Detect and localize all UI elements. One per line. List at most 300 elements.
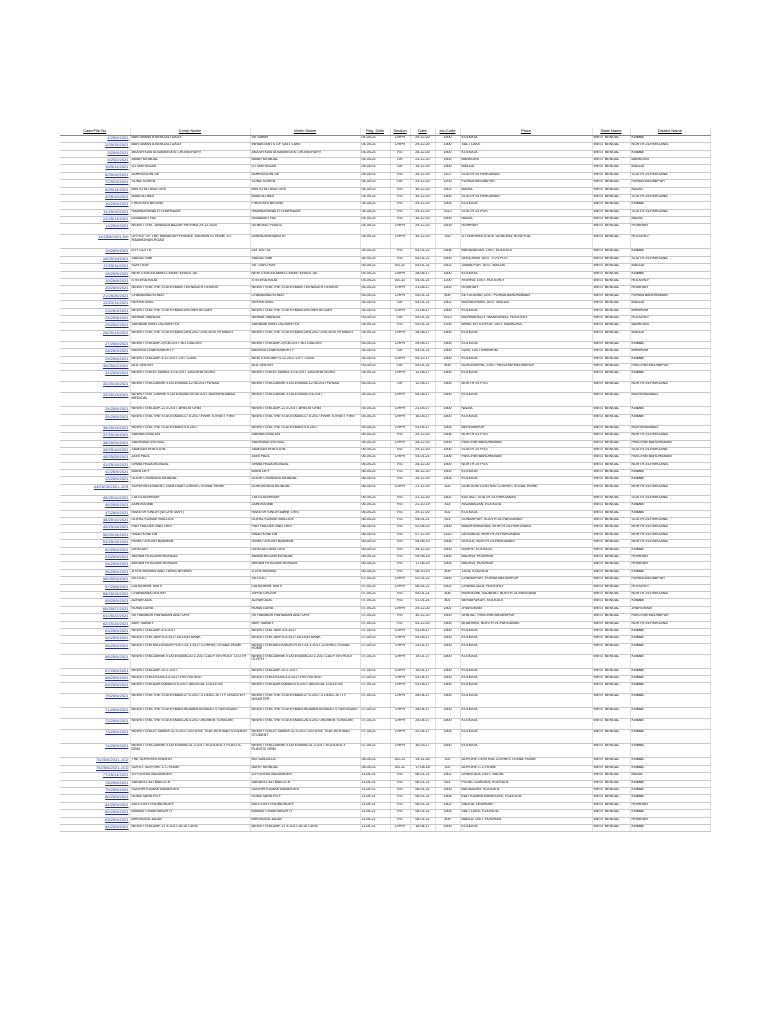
- reg-date-cell: 07-05-21: [360, 584, 390, 591]
- case-file-no-cell[interactable]: 5/25/11/2021: [60, 165, 130, 172]
- inc-code-cell: 1502: [435, 606, 460, 613]
- case-file-no-cell[interactable]: 70/25/5/2021: [60, 694, 130, 708]
- victim-name-cell: DURGAPADA MONDAL: [250, 484, 360, 495]
- reg-date-cell: 06-05-21: [360, 510, 390, 517]
- section-cell: CHPR: [390, 224, 410, 235]
- state-name-cell: WEST BENGAL: [592, 264, 630, 271]
- reg-date-cell: 06-05-21: [360, 532, 390, 539]
- section-cell: RG: [390, 621, 410, 628]
- section-cell: RG: [390, 477, 410, 484]
- date-cell: 25-04-17: [410, 719, 435, 730]
- inc-code-cell: 502: [435, 510, 460, 517]
- date-cell: 30-03-17: [410, 744, 435, 758]
- table-row: [60, 484, 710, 495]
- section-cell: RG: [390, 817, 410, 824]
- comp-name-cell: NEW ITEM-EKAMAY-CHAKE KHULE DE: [130, 271, 250, 278]
- place-cell: KOLKATA: [460, 477, 592, 484]
- table-row: [60, 308, 710, 315]
- district-name-cell: NORTH 24-PARGANA: [630, 532, 710, 539]
- state-name-cell: WEST BENGAL: [592, 668, 630, 675]
- date-cell: 05-06-19: [410, 540, 435, 547]
- reg-date-cell: 05-05-21: [360, 356, 390, 363]
- case-file-no-cell[interactable]: 32/25/15/2021: [60, 382, 130, 393]
- case-file-no-cell[interactable]: 75/25/5/2021-JCD: [60, 758, 130, 765]
- district-name-cell: NORTH 24-PARGANA: [630, 484, 710, 495]
- section-cell: RG: [390, 194, 410, 201]
- case-file-no-cell[interactable]: 48/25/10/2021: [60, 518, 130, 525]
- date-cell: 04-01-21: [410, 256, 435, 263]
- reg-date-cell: 08-05-21: [360, 765, 390, 772]
- case-file-no-cell[interactable]: 80/25/5/2021: [60, 795, 130, 802]
- case-file-no-cell[interactable]: 11/25/10/2021: [60, 209, 130, 216]
- section-cell: CHPR: [390, 694, 410, 708]
- case-file-no-cell[interactable]: 37/25/15/2021: [60, 433, 130, 440]
- comp-name-cell: NEWS ITEM-DAINIK STATESMAN-12.06.2017PA BAD: [130, 382, 250, 393]
- case-file-no-cell[interactable]: 45/25/10/2021: [60, 495, 130, 502]
- state-name-cell: WEST BENGAL: [592, 547, 630, 554]
- district-name-cell: Kolkata: [630, 407, 710, 414]
- state-name-cell: WEST BENGAL: [592, 143, 630, 150]
- section-cell: CHPR: [390, 654, 410, 668]
- case-file-no-cell[interactable]: 21/25/26/2021: [60, 293, 130, 300]
- table-row: [60, 599, 710, 606]
- state-name-cell: WEST BENGAL: [592, 425, 630, 432]
- reg-date-cell: 11-05-21: [360, 780, 390, 787]
- place-cell: JAMALPUR, DIST. MALDA: [460, 264, 592, 271]
- district-name-cell: HOOGHLY: [630, 316, 710, 323]
- table-row: [60, 773, 710, 780]
- place-cell: CHANDIPUR, PURBA MEDINIPUR: [460, 577, 592, 584]
- section-cell: RG: [390, 202, 410, 209]
- section-cell: AS-13: [390, 758, 410, 765]
- table-row: [60, 810, 710, 817]
- victim-name-cell: MANAS CHAKRABORTY: [250, 810, 360, 817]
- case-file-no-cell[interactable]: 34/25/5/2021: [60, 407, 130, 414]
- place-cell: KOLKATA: [460, 719, 592, 730]
- district-name-cell: Kolkata: [630, 643, 710, 654]
- comp-name-cell: BARTAMAN A BENGALI DAILY: [130, 135, 250, 142]
- state-name-cell: WEST BENGAL: [592, 172, 630, 179]
- case-file-no-cell[interactable]: 60/25/27/2021: [60, 606, 130, 613]
- case-file-no-cell[interactable]: 84/25/5/2021: [60, 824, 130, 831]
- inc-code-cell: 1502: [435, 264, 460, 271]
- case-file-no-cell[interactable]: 76/25/5/2021-JCD: [60, 765, 130, 772]
- case-file-no-cell[interactable]: 27/25/5/2021: [60, 341, 130, 348]
- section-cell: CHPR: [390, 356, 410, 363]
- table-row: [60, 628, 710, 635]
- case-file-no-cell[interactable]: 49/25/15/2021: [60, 525, 130, 532]
- case-file-no-cell[interactable]: 18/25/5/2021: [60, 271, 130, 278]
- district-name-cell: HOWRAH: [630, 554, 710, 561]
- inc-code-cell: 1500: [435, 308, 460, 315]
- date-cell: 21-05-17: [410, 407, 435, 414]
- reg-date-cell: 04-05-21: [360, 135, 390, 142]
- date-cell: 28-12-20: [410, 172, 435, 179]
- district-name-cell: SOUTH 24-PARGANA: [630, 194, 710, 201]
- case-file-no-cell[interactable]: 67/25/5/2021: [60, 668, 130, 675]
- place-cell: KOLKATA: [460, 694, 592, 708]
- case-file-no-cell[interactable]: 73/25/5/2021: [60, 730, 130, 744]
- section-cell: DR: [390, 157, 410, 164]
- district-name-cell: HOOGHLY: [630, 279, 710, 286]
- reg-date-cell: 05-05-21: [360, 271, 390, 278]
- case-file-no-cell[interactable]: 79/25/5/2021: [60, 788, 130, 795]
- date-cell: 30-12-20: [410, 470, 435, 477]
- case-file-no-cell[interactable]: 41/25/15/2021: [60, 462, 130, 469]
- case-file-no-cell[interactable]: 64/25/5/2021: [60, 636, 130, 643]
- section-cell: RG: [390, 256, 410, 263]
- case-file-no-cell[interactable]: 71/25/5/2021: [60, 708, 130, 719]
- date-cell: 29-12-20: [410, 447, 435, 454]
- table-row: [60, 765, 710, 772]
- reg-date-cell: 05-05-21: [360, 256, 390, 263]
- inc-code-cell: 1500: [435, 440, 460, 447]
- victim-name-cell: UTTAM RAJAK: [250, 165, 360, 172]
- case-file-no-cell[interactable]: 10/25/5/2021: [60, 202, 130, 209]
- table-row: [60, 264, 710, 271]
- case-file-no-cell[interactable]: 13/25/9/2021: [60, 224, 130, 235]
- district-name-cell: Kolkata: [630, 676, 710, 683]
- place-cell: DHOLAHAT DIST. S 24 PGS: [460, 256, 592, 263]
- case-file-no-cell[interactable]: 3/25/5/2021: [60, 150, 130, 157]
- case-file-no-cell[interactable]: 52/25/5/2021: [60, 547, 130, 554]
- state-name-cell: WEST BENGAL: [592, 484, 630, 495]
- date-cell: 28-12-20: [410, 477, 435, 484]
- case-file-no-cell[interactable]: 39/25/10/2021: [60, 447, 130, 454]
- section-cell: CHPR: [390, 308, 410, 315]
- case-file-no-cell[interactable]: 35/25/5/2021: [60, 414, 130, 425]
- district-name-cell: NORTH 24-PARGANA: [630, 591, 710, 598]
- reg-date-cell: 04-05-21: [360, 143, 390, 150]
- victim-name-cell: JAHIRUDDIN SK: [250, 172, 360, 179]
- comp-name-cell: SARAFAT ALI MALLICK: [130, 780, 250, 787]
- state-name-cell: WEST BENGAL: [592, 643, 630, 654]
- header-district-name: District Name: [630, 128, 710, 135]
- inc-code-cell: 1500: [435, 349, 460, 356]
- inc-code-cell: 1500: [435, 356, 460, 363]
- victim-name-cell: PALI HALDER AND ORS: [250, 525, 360, 532]
- case-file-no-cell[interactable]: 36/25/13/2021: [60, 425, 130, 432]
- victim-name-cell: NEWS ITEM-ABP-29.06.2017-NO DIALISIS: [250, 341, 360, 348]
- victim-name-cell: BIDISHA CHAKRABORTY: [250, 349, 360, 356]
- case-file-no-cell[interactable]: 61/25/22/2021: [60, 614, 130, 621]
- inc-code-cell: 1500: [435, 676, 460, 683]
- reg-date-cell: 06-05-21: [360, 503, 390, 510]
- date-cell: 08-01-21: [410, 817, 435, 824]
- district-name-cell: Kolkata: [630, 636, 710, 643]
- table-row: [60, 614, 710, 621]
- victim-name-cell: NEWS ITEM-MILLENIUM POST-24.1.2017-CORRECTIONAL HOME: [250, 643, 360, 654]
- case-file-no-cell[interactable]: 23/25/3/2021: [60, 308, 130, 315]
- victim-name-cell: NEWS ITEM-DAINIK STATESMAN-9.6.2017: [250, 393, 360, 407]
- place-cell: UTTARPARA STATE GENERAL HOSPITAL: [460, 235, 592, 249]
- place-cell: SOUTH 24 PARGANAS: [460, 172, 592, 179]
- reg-date-cell: 05-05-21: [360, 349, 390, 356]
- case-file-no-cell[interactable]: 20/25/9/2021: [60, 286, 130, 293]
- victim-name-cell: NEW ITEM-ABP-4.12.2017-LIFT CASE: [250, 356, 360, 363]
- victim-name-cell: AMIT NANDY: [250, 621, 360, 628]
- case-file-no-cell[interactable]: 57/25/8/2021: [60, 584, 130, 591]
- case-file-no-cell[interactable]: 53/25/9/2021: [60, 554, 130, 561]
- case-file-no-cell[interactable]: 12/25/14/2021: [60, 217, 130, 224]
- place-cell: HOWRAH: [460, 224, 592, 235]
- case-file-no-cell[interactable]: 56/25/23/2021: [60, 577, 130, 584]
- state-name-cell: WEST BENGAL: [592, 447, 630, 454]
- place-cell: BERHAMPUR: [460, 425, 592, 432]
- district-name-cell: MURSHIDABAD: [630, 425, 710, 432]
- section-cell: CHPR: [390, 584, 410, 591]
- comp-name-cell: AZHAR ADIL: [130, 599, 250, 606]
- case-file-no-cell[interactable]: 26/25/13/2021: [60, 330, 130, 341]
- district-name-cell: NORTH 24-PARGANA: [630, 433, 710, 440]
- comp-name-cell: SK HABIBUR RAHAMAN AND ORS: [130, 614, 250, 621]
- table-row: [60, 187, 710, 194]
- place-cell: KOLKATA: [460, 824, 592, 831]
- section-cell: RG: [390, 462, 410, 469]
- comp-name-cell: SUDHIR KUMAR BANERJEE: [130, 788, 250, 795]
- table-row: [60, 577, 710, 584]
- place-cell: KOLKATA: [460, 654, 592, 668]
- comp-name-cell: NEWS ITEM-ABP-17.4.2017-ACID CASE: [130, 824, 250, 831]
- district-name-cell: MALDA: [630, 264, 710, 271]
- table-row: [60, 532, 710, 539]
- victim-name-cell: RUNA SAHA ROY: [250, 795, 360, 802]
- district-name-cell: Kolkata: [630, 503, 710, 510]
- case-file-no-cell[interactable]: 46/25/5/2021: [60, 503, 130, 510]
- state-name-cell: WEST BENGAL: [592, 621, 630, 628]
- district-name-cell: Kolkata: [630, 470, 710, 477]
- district-name-cell: NADIA: [630, 217, 710, 224]
- victim-name-cell: JAYA PAUL: [250, 455, 360, 462]
- place-cell: TALA, KOLKATA: [460, 569, 592, 576]
- case-file-no-cell[interactable]: 30/25/22/2021: [60, 363, 130, 370]
- comp-name-cell: NEWS ITEM-ABP-20.1.2017: [130, 668, 250, 675]
- case-file-no-cell[interactable]: 42/25/5/2021: [60, 470, 130, 477]
- case-file-no-cell[interactable]: 2/25/15/2021: [60, 143, 130, 150]
- date-cell: 12-06-17: [410, 382, 435, 393]
- case-file-no-cell[interactable]: 78/25/5/2021: [60, 780, 130, 787]
- reg-date-cell: 05-05-21: [360, 371, 390, 382]
- inc-code-cell: 1500: [435, 668, 460, 675]
- comp-name-cell: BIRENDRA JADAV: [130, 817, 250, 824]
- section-cell: RG: [390, 810, 410, 817]
- inc-code-cell: 1513: [435, 316, 460, 323]
- victim-name-cell: NEWS ITEM-ABP-20.1.2017: [250, 668, 360, 675]
- district-name-cell: Kolkata: [630, 371, 710, 382]
- inc-code-cell: 1500: [435, 525, 460, 532]
- case-file-no-cell[interactable]: 6/25/10/2021: [60, 172, 130, 179]
- place-cell: SALKIA, HOWRAH.: [460, 802, 592, 809]
- case-file-no-cell[interactable]: 62/25/15/2021: [60, 621, 130, 628]
- header-section: Section: [390, 128, 410, 135]
- table-row: [60, 708, 710, 719]
- case-file-no-cell[interactable]: 83/25/9/2021: [60, 817, 130, 824]
- case-file-no-cell[interactable]: 24/25/8/2021: [60, 316, 130, 323]
- inc-code-cell: 1500: [435, 256, 460, 263]
- case-file-no-cell[interactable]: 63/25/5/2021: [60, 628, 130, 635]
- section-cell: RG: [390, 518, 410, 525]
- state-name-cell: WEST BENGAL: [592, 802, 630, 809]
- section-cell: CHPR: [390, 135, 410, 142]
- state-name-cell: WEST BENGAL: [592, 150, 630, 157]
- place-cell: DHANTALA, DIST. NADIA.: [460, 773, 592, 780]
- case-file-no-cell[interactable]: 14/25/8/2021-DH: [60, 235, 130, 249]
- victim-name-cell: JAY DUTTA: [250, 249, 360, 256]
- case-file-no-cell[interactable]: 51/25/15/2021: [60, 540, 130, 547]
- case-file-no-cell[interactable]: 66/25/5/2021: [60, 654, 130, 668]
- case-file-no-cell[interactable]: 8/25/14/2021: [60, 187, 130, 194]
- case-file-no-cell[interactable]: 59/25/5/2021: [60, 599, 130, 606]
- reg-date-cell: 07-05-21: [360, 730, 390, 744]
- case-file-no-cell[interactable]: 38/25/25/2021: [60, 440, 130, 447]
- comp-name-cell: CHANDANA KONAI: [130, 293, 250, 300]
- district-name-cell: NORTH 24-PARGANA: [630, 621, 710, 628]
- victim-name-cell: RANU KHATUN: [250, 532, 360, 539]
- section-cell: CHPR: [390, 643, 410, 654]
- place-cell: KETUGRAM, DIST. PURBA BARDHAMAN: [460, 293, 592, 300]
- table-row: [60, 356, 710, 363]
- state-name-cell: WEST BENGAL: [592, 407, 630, 414]
- district-name-cell: Kolkata: [630, 341, 710, 348]
- comp-name-cell: RINKU GHOSH BARMAN: [130, 540, 250, 547]
- case-file-no-cell[interactable]: 17/25/11/2021: [60, 264, 130, 271]
- date-cell: 05-01-21: [410, 518, 435, 525]
- date-cell: 28-12-20: [410, 150, 435, 157]
- place-cell: PASCHIM BARDHAMAN: [460, 440, 592, 447]
- comp-name-cell: MAMTAJ BIBI: [130, 194, 250, 201]
- case-file-no-cell[interactable]: 72/25/5/2021: [60, 719, 130, 730]
- case-file-no-cell[interactable]: 40/25/25/2021: [60, 455, 130, 462]
- reg-date-cell: 05-05-21: [360, 316, 390, 323]
- case-file-no-cell[interactable]: 25/25/2/2021: [60, 323, 130, 330]
- comp-name-cell: RUNA SAHA ROY: [130, 795, 250, 802]
- state-name-cell: WEST BENGAL: [592, 676, 630, 683]
- reg-date-cell: 07-05-21: [360, 643, 390, 654]
- inc-code-cell: 1500: [435, 643, 460, 654]
- place-cell: KOLKATA: [460, 393, 592, 407]
- inc-code-cell: 1500: [435, 393, 460, 407]
- inc-code-cell: 1500: [435, 719, 460, 730]
- place-cell: NORTH 24 PGS: [460, 462, 592, 469]
- case-file-no-cell[interactable]: 31/25/5/2021: [60, 371, 130, 382]
- date-cell: 29-12-20: [410, 510, 435, 517]
- case-file-no-cell[interactable]: 74/25/5/2021: [60, 744, 130, 758]
- state-name-cell: WEST BENGAL: [592, 719, 630, 730]
- place-cell: KOLKATA: [460, 135, 592, 142]
- district-name-cell: SOUTH 24-PARGANA: [630, 518, 710, 525]
- case-file-no-cell[interactable]: 65/25/5/2021: [60, 643, 130, 654]
- case-file-no-cell[interactable]: 19/25/8/2021: [60, 279, 130, 286]
- case-file-no-cell[interactable]: 9/25/10/2021: [60, 194, 130, 201]
- inc-code-cell: 1500: [435, 654, 460, 668]
- place-cell: KOLKATA: [460, 668, 592, 675]
- section-cell: CHPR: [390, 708, 410, 719]
- district-name-cell: Kolkata: [630, 810, 710, 817]
- reg-date-cell: 05-05-21: [360, 425, 390, 432]
- case-file-no-cell[interactable]: 47/25/5/2021: [60, 510, 130, 517]
- case-file-no-cell[interactable]: 16/25/10/2021: [60, 256, 130, 263]
- section-cell: CHPR: [390, 606, 410, 613]
- comp-name-cell: NEWS ITEM-THE STATESMAN-4.5.2017: [130, 425, 250, 432]
- state-name-cell: WEST BENGAL: [592, 730, 630, 744]
- case-file-no-cell[interactable]: 54/25/9/2021: [60, 562, 130, 569]
- district-name-cell: SOUTH 24-PARGANA: [630, 172, 710, 179]
- table-row: [60, 470, 710, 477]
- case-file-no-cell[interactable]: 28/25/3/2021: [60, 349, 130, 356]
- comp-name-cell: SONA SOREN: [130, 180, 250, 187]
- victim-name-cell: NEWS ITEM-THE STATESMAN-17.5.2017-PARK STREET FIRE: [250, 414, 360, 425]
- victim-name-cell: AZHAR ADIL: [250, 599, 360, 606]
- case-file-no-cell[interactable]: 50/25/15/2021: [60, 532, 130, 539]
- victim-name-cell: RINKU GHOSH BARMAN: [250, 540, 360, 547]
- date-cell: 23-12-20: [410, 157, 435, 164]
- case-file-no-cell[interactable]: 68/25/5/2021: [60, 676, 130, 683]
- table-row: [60, 217, 710, 224]
- victim-name-cell: NEWS ITEM-ABP-17.4.2017-ACID CASE: [250, 824, 360, 831]
- victim-name-cell: SADHANA GHOSAL: [250, 440, 360, 447]
- place-cell: RISHRA, DIST. HOOGHLY: [460, 279, 592, 286]
- place-cell: KOLKATA: [460, 271, 592, 278]
- place-cell: GHOLA, NORTH 24-PARGANAS: [460, 540, 592, 547]
- victim-name-cell: AKASH KANTA BANERJEE CHOWDHURY: [250, 150, 360, 157]
- district-name-cell: Kolkata: [630, 510, 710, 517]
- table-row: [60, 758, 710, 765]
- case-file-no-cell[interactable]: 33/25/13/2021: [60, 393, 130, 407]
- inc-code-cell: 1500: [435, 407, 460, 414]
- table-row: [60, 202, 710, 209]
- reg-date-cell: 06-05-21: [360, 447, 390, 454]
- reg-date-cell: 05-05-21: [360, 301, 390, 308]
- date-cell: 21-06-17: [410, 286, 435, 293]
- case-file-no-cell[interactable]: 7/25/23/2021: [60, 180, 130, 187]
- victim-name-cell: SARAFAT ALI MALLICK: [250, 780, 360, 787]
- state-name-cell: WEST BENGAL: [592, 382, 630, 393]
- case-file-no-cell[interactable]: 81/25/9/2021: [60, 802, 130, 809]
- table-row: [60, 694, 710, 708]
- comp-name-cell: TULSI ADHIKARI: [130, 495, 250, 502]
- header-inc-code: Inc.Code: [435, 128, 460, 135]
- district-name-cell: Kolkata: [630, 719, 710, 730]
- date-cell: 04-01-21: [410, 323, 435, 330]
- section-cell: RG: [390, 547, 410, 554]
- victim-name-cell: MD SAIDULLA: [250, 758, 360, 765]
- case-file-no-cell[interactable]: 55/25/5/2021: [60, 569, 130, 576]
- case-file-no-cell[interactable]: 77/25/14/2021: [60, 773, 130, 780]
- place-cell: SOUTH 24 PGS: [460, 209, 592, 216]
- case-file-no-cell[interactable]: 15/25/5/2021: [60, 249, 130, 256]
- case-file-no-cell[interactable]: 1/25/5/2021: [60, 135, 130, 142]
- case-file-no-cell[interactable]: 22/25/11/2021: [60, 301, 130, 308]
- date-cell: 03-04-17: [410, 676, 435, 683]
- case-file-no-cell[interactable]: 4/25/2/2021: [60, 157, 130, 164]
- case-file-no-cell[interactable]: 44/25/15/2021-JCR: [60, 484, 130, 495]
- case-file-no-cell[interactable]: 43/25/5/2021: [60, 477, 130, 484]
- victim-name-cell: NEWS ITEM- ABP-5.5.2017-BLOOD BANK: [250, 636, 360, 643]
- table-row: [60, 668, 710, 675]
- date-cell: 29-12-20: [410, 224, 435, 235]
- case-file-no-cell[interactable]: 69/25/5/2021: [60, 683, 130, 694]
- case-file-no-cell[interactable]: 58/25/15/2021: [60, 591, 130, 598]
- comp-name-cell: SADHANA GHOSAL: [130, 440, 250, 447]
- victim-name-cell: NIRMAL MANDAL: [250, 316, 360, 323]
- date-cell: 29-12-20: [410, 209, 435, 216]
- case-file-no-cell[interactable]: 29/25/5/2021: [60, 356, 130, 363]
- table-row: [60, 462, 710, 469]
- reg-date-cell: 06-05-21: [360, 440, 390, 447]
- state-name-cell: WEST BENGAL: [592, 433, 630, 440]
- case-file-no-cell[interactable]: 82/25/5/2021: [60, 810, 130, 817]
- place-cell: KULTALI, SOUTH 24-PARGANAS: [460, 495, 592, 502]
